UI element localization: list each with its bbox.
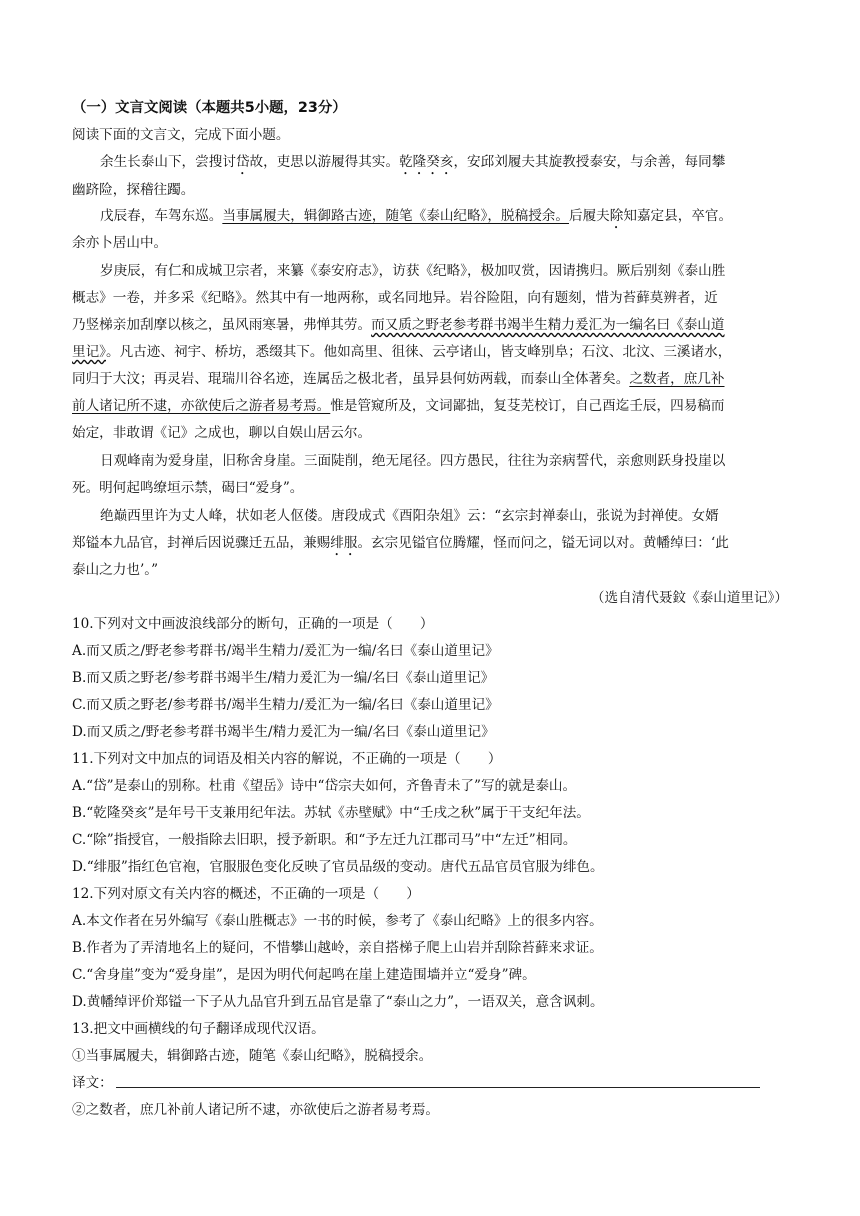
passage-line: 日观峰南为爱身崖，旧称舍身崖。三面陡削，绝无尾径。四方愚民，往往为亲病誓代，亲愈则跃身投崖以	[100, 453, 726, 469]
answer-blank-line[interactable]	[116, 1087, 760, 1088]
passage-line: 同归于大汶；再灵岩、琨瑞川谷名迹，连属岳之极北者，虽异县何妨两载，而泰山全体著矣。之数者，庶几补	[72, 371, 725, 387]
dotted-word: 除	[609, 208, 624, 224]
passage-line: 前人诸记所不逮，亦欲使后之游者易考焉。惟是管窥所及，文词鄙拙，复芟芜校订，自己酉迄壬辰，四易稿而	[72, 398, 725, 414]
dotted-word: 岱	[235, 154, 250, 170]
answer-option: A.“岱”是泰山的别称。杜甫《望岳》诗中“岱宗夫如何，齐鲁青未了”写的就是泰山。	[72, 778, 577, 794]
source-citation: （选自清代聂鈫《泰山道里记》）	[590, 590, 788, 606]
wavy-underlined-text: 里记》	[72, 344, 106, 360]
underlined-sentence: 前人诸记所不逮，亦欲使后之游者易考焉。	[72, 398, 331, 414]
passage-line: 乃竖梯亲加刮摩以核之，虽风雨寒暑，弗惮其劳。而又质之野老参考群书竭半生精力爰汇为一编名曰《泰山道	[72, 317, 725, 333]
question-stem: 12.下列对原文有关内容的概述，不正确的一项是（ ）	[72, 886, 420, 902]
answer-option: D.而又质之/野老参考群书竭半生/精力爰汇为一编/名曰《泰山道里记》	[72, 724, 495, 740]
underlined-sentence: 当事属履夫，辑御路古迹，随笔《泰山纪略》，脱稿授余。	[222, 208, 569, 224]
answer-label: 译文：	[72, 1075, 113, 1091]
question-stem: 11.下列对文中加点的词语及相关内容的解说，不正确的一项是（ ）	[72, 751, 502, 767]
translation-item: ②之数者，庶几补前人诸记所不逮，亦欲使后之游者易考焉。	[72, 1102, 440, 1118]
answer-option: C.“舍身崖”变为“爱身崖”，是因为明代何起鸣在崖上建造围墙并立“爱身”碑。	[72, 967, 536, 983]
answer-option: C.而又质之野老/参考群书/竭半生精力/爰汇为一编/名曰《泰山道里记》	[72, 697, 499, 713]
question-stem: 10.下列对文中画波浪线部分的断句，正确的一项是（ ）	[72, 616, 434, 632]
answer-option: B.“乾隆癸亥”是年号干支兼用纪年法。苏轼《赤壁赋》中“壬戌之秋”属于干支纪年法。	[72, 805, 590, 821]
passage-line: 绝巅西里许为丈人峰，状如老人伛偻。唐段成式《酉阳杂俎》云：“玄宗封禅泰山，张说为封禅使。女婿	[100, 508, 719, 524]
passage-line: 幽跻险，探稽往躅。	[72, 182, 195, 198]
passage-line: 戊辰春，车驾东巡。当事属履夫，辑御路古迹，随笔《泰山纪略》，脱稿授余。后履夫除知嘉定县，卒官。	[100, 208, 733, 224]
passage-line: 余生长泰山下，尝搜讨岱故，吏思以游履得其实。乾隆癸亥，安邱刘履夫其旋教授泰安，与余善，每同攀	[100, 154, 726, 170]
passage-line: 郑镒本九品官，封禅后因说骤迁五品，兼赐绯服。玄宗见镒官位腾耀，怪而问之，镒无词以对。黄幡绰曰：‘此	[72, 535, 729, 551]
underlined-sentence: 之数者，庶几补	[629, 371, 725, 387]
answer-option: A.本文作者在另外编写《泰山胜概志》一书的时候，参考了《泰山纪略》上的很多内容。	[72, 913, 603, 929]
passage-line: 岁庚辰，有仁和成城卫宗者，来纂《泰安府志》，访获《纪略》，极加叹赏，因请携归。厥后别刻《泰山胜	[100, 263, 726, 279]
passage-line: 里记》。凡古迹、祠宇、桥坊，悉缀其下。他如高里、徂徕、云亭诸山，皆支峰别阜；石汶、北汶、三溪诸水，	[72, 344, 732, 360]
passage-line: 泰山之力也’。”	[72, 562, 159, 578]
answer-option: B.作者为了弄清地名上的疑问，不惜攀山越岭，亲自搭梯子爬上山岩并刮除苔藓来求证。	[72, 940, 603, 956]
passage-line: 余亦卜居山中。	[72, 235, 168, 251]
instruction: 阅读下面的文言文，完成下面小题。	[72, 127, 290, 143]
passage-line: 始定，非敢谓《记》之成也，聊以自娱山居云尔。	[72, 425, 372, 441]
wavy-underlined-text: 而又质之野老参考群书竭半生精力爰汇为一编名曰《泰山道	[371, 317, 725, 333]
answer-option: B.而又质之野老/参考群书竭半生/精力爰汇为一编/名曰《泰山道里记》	[72, 670, 495, 686]
answer-option: D.“绯服”指红色官袍，官服服色变化反映了官员品级的变动。唐代五品官员官服为绯色。	[72, 859, 604, 875]
dotted-word: 乾隆癸亥	[399, 154, 454, 170]
answer-option: C.“除”指授官，一般指除去旧职，授予新职。和“予左迁九江郡司马”中“左迁”相同。	[72, 832, 577, 848]
dotted-word: 绯服	[330, 535, 358, 551]
answer-option: D.黄幡绰评价郑镒一下子从九品官升到五品官是靠了“泰山之力”，一语双关，意含讽刺。	[72, 994, 604, 1010]
section-title: （一）文言文阅读（本题共5小题，23分）	[72, 100, 347, 116]
question-stem: 13.把文中画横线的句子翻译成现代汉语。	[72, 1021, 325, 1037]
answer-option: A.而又质之/野老参考群书/竭半生精力/爰汇为一编/名曰《泰山道里记》	[72, 643, 499, 659]
passage-line: 概志》一卷，并多采《纪略》。然其中有一地两称，或名同地异。岩谷险阻，向有题刻，惜为苔藓莫辨者，近	[72, 290, 718, 306]
passage-line: 死。明何起鸣缭垣示禁，碣曰“爱身”。	[72, 480, 304, 496]
translation-item: ①当事属履夫，辑御路古迹，随笔《泰山纪略》，脱稿授余。	[72, 1048, 433, 1064]
